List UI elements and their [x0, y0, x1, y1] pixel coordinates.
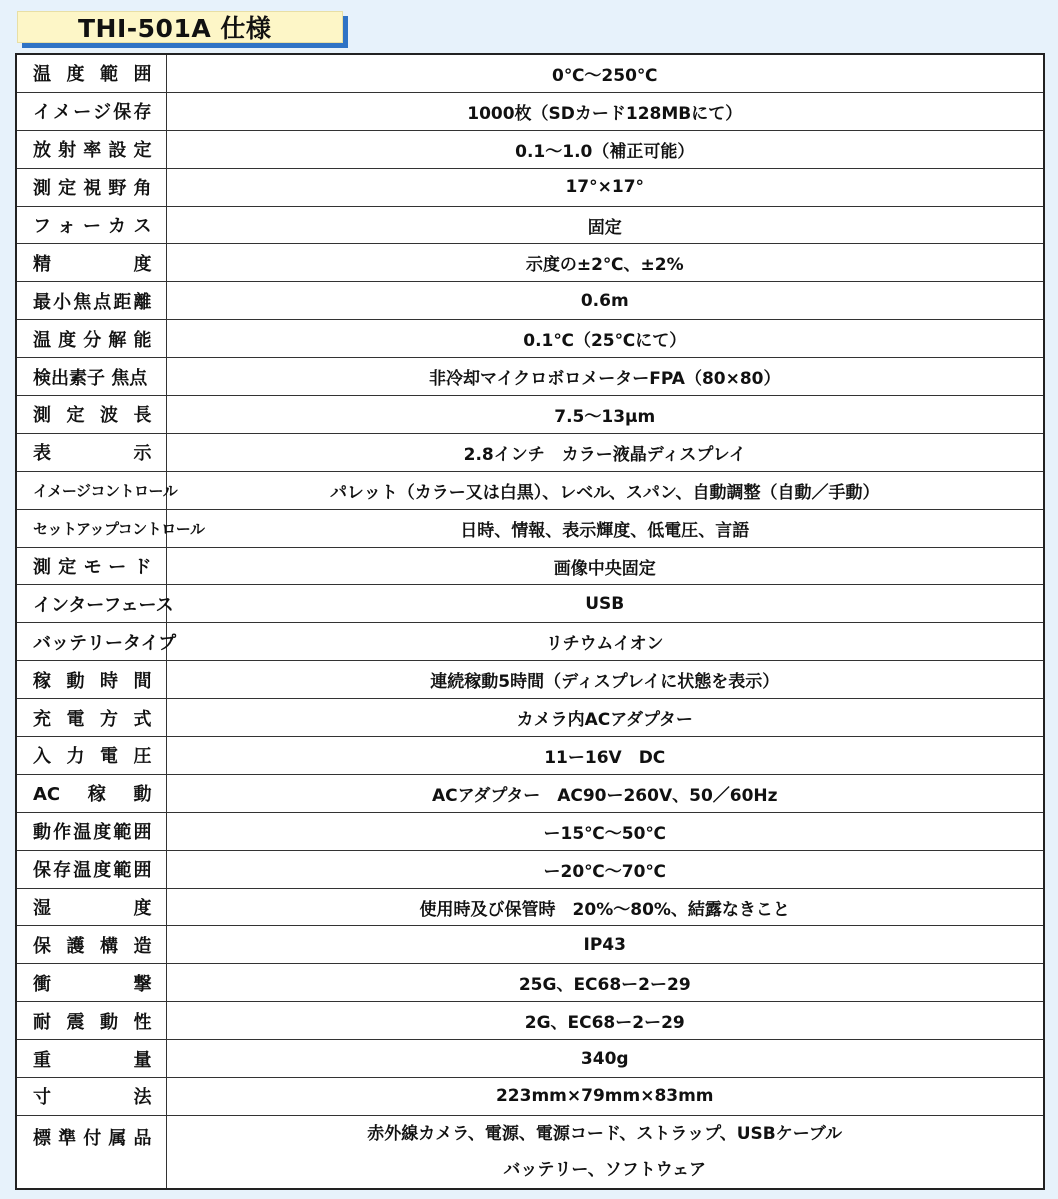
- spec-value: 2.8インチ カラー液晶ディスプレイ: [166, 433, 1044, 471]
- spec-value: 7.5～13μm: [166, 396, 1044, 434]
- table-row: [16, 661, 1044, 699]
- table-row: [16, 737, 1044, 775]
- spec-value-line: 赤外線カメラ、電源、電源コード、ストラップ、USBケーブル: [367, 1123, 843, 1144]
- page-title: THI-501A 仕様: [17, 11, 343, 43]
- spec-value: 固定: [166, 206, 1044, 244]
- table-row: [16, 812, 1044, 850]
- table-row: [16, 1115, 1044, 1189]
- table-row: [16, 1078, 1044, 1116]
- table-row: [16, 168, 1044, 206]
- table-row: [16, 358, 1044, 396]
- spec-label: 寸法: [16, 1078, 166, 1116]
- spec-label: セットアップコントロール: [16, 509, 166, 547]
- table-row: [16, 244, 1044, 282]
- table-row: [16, 850, 1044, 888]
- table-row: [16, 282, 1044, 320]
- spec-value: 示度の±2℃、±2%: [166, 244, 1044, 282]
- spec-value: ー20℃～70℃: [166, 850, 1044, 888]
- table-row: [16, 585, 1044, 623]
- spec-value: USB: [166, 585, 1044, 623]
- spec-value: 17°×17°: [166, 168, 1044, 206]
- spec-label: AC稼動: [16, 774, 166, 812]
- spec-label: 検出素子 焦点: [16, 358, 166, 396]
- spec-value-line: バッテリー、ソフトウェア: [503, 1159, 707, 1180]
- spec-label: イメージコントロール: [16, 471, 166, 509]
- spec-value: カメラ内ACアダプター: [166, 699, 1044, 737]
- table-row: [16, 54, 1044, 92]
- spec-label: フォーカス: [16, 206, 166, 244]
- spec-label: 測定視野角: [16, 168, 166, 206]
- spec-label: 動作温度範囲: [16, 812, 166, 850]
- spec-table: [15, 53, 1045, 1190]
- spec-label: 衝撃: [16, 964, 166, 1002]
- spec-label: 温度範囲: [16, 54, 166, 92]
- table-row: [16, 547, 1044, 585]
- table-row: [16, 92, 1044, 130]
- table-row: [16, 774, 1044, 812]
- spec-label: 入力電圧: [16, 737, 166, 775]
- spec-value: 0℃～250℃: [166, 54, 1044, 92]
- table-row: [16, 926, 1044, 964]
- spec-label: イメージ保存: [16, 92, 166, 130]
- spec-value: 日時、情報、表示輝度、低電圧、言語: [166, 509, 1044, 547]
- spec-label: 充電方式: [16, 699, 166, 737]
- spec-value: 0.1～1.0（補正可能）: [166, 130, 1044, 168]
- spec-label: インターフェース: [16, 585, 166, 623]
- spec-label: 湿度: [16, 888, 166, 926]
- spec-label: バッテリータイプ: [16, 623, 166, 661]
- spec-label: 重量: [16, 1040, 166, 1078]
- spec-value: 25G、EC68ー2ー29: [166, 964, 1044, 1002]
- spec-value: IP43: [166, 926, 1044, 964]
- spec-label: 標準付属品: [16, 1115, 166, 1189]
- spec-value: 画像中央固定: [166, 547, 1044, 585]
- table-row: [16, 888, 1044, 926]
- table-row: [16, 320, 1044, 358]
- spec-value: 0.6m: [166, 282, 1044, 320]
- spec-label: 放射率設定: [16, 130, 166, 168]
- table-row: [16, 1002, 1044, 1040]
- spec-label: 稼動時間: [16, 661, 166, 699]
- spec-value: ACアダプター AC90ー260V、50／60Hz: [166, 774, 1044, 812]
- table-row: [16, 206, 1044, 244]
- spec-value: 0.1℃（25℃にて）: [166, 320, 1044, 358]
- spec-value: 1000枚（SDカード128MBにて）: [166, 92, 1044, 130]
- table-row: [16, 509, 1044, 547]
- table-row: [16, 964, 1044, 1002]
- table-row: [16, 433, 1044, 471]
- spec-label: 耐震動性: [16, 1002, 166, 1040]
- spec-label: 表示: [16, 433, 166, 471]
- spec-label: 精度: [16, 244, 166, 282]
- table-row: [16, 1040, 1044, 1078]
- spec-value: 11ー16V DC: [166, 737, 1044, 775]
- spec-label: 測定波長: [16, 396, 166, 434]
- spec-value: 連続稼動5時間（ディスプレイに状態を表示）: [166, 661, 1044, 699]
- spec-label: 保護構造: [16, 926, 166, 964]
- table-row: [16, 130, 1044, 168]
- spec-value: 使用時及び保管時 20%～80%、結露なきこと: [166, 888, 1044, 926]
- spec-value: 2G、EC68ー2ー29: [166, 1002, 1044, 1040]
- spec-label: 測定モード: [16, 547, 166, 585]
- spec-value: 223mm×79mm×83mm: [166, 1078, 1044, 1116]
- spec-value: [166, 1115, 1044, 1189]
- spec-value: パレット（カラー又は白黒）、レベル、スパン、自動調整（自動／手動）: [166, 471, 1044, 509]
- spec-value: ー15℃～50℃: [166, 812, 1044, 850]
- spec-label: 温度分解能: [16, 320, 166, 358]
- spec-value: 340g: [166, 1040, 1044, 1078]
- spec-label: 最小焦点距離: [16, 282, 166, 320]
- table-row: [16, 623, 1044, 661]
- table-row: [16, 699, 1044, 737]
- table-row: [16, 396, 1044, 434]
- spec-value: 非冷却マイクロボロメーターFPA（80×80）: [166, 358, 1044, 396]
- spec-label: 保存温度範囲: [16, 850, 166, 888]
- table-row: [16, 471, 1044, 509]
- spec-value: リチウムイオン: [166, 623, 1044, 661]
